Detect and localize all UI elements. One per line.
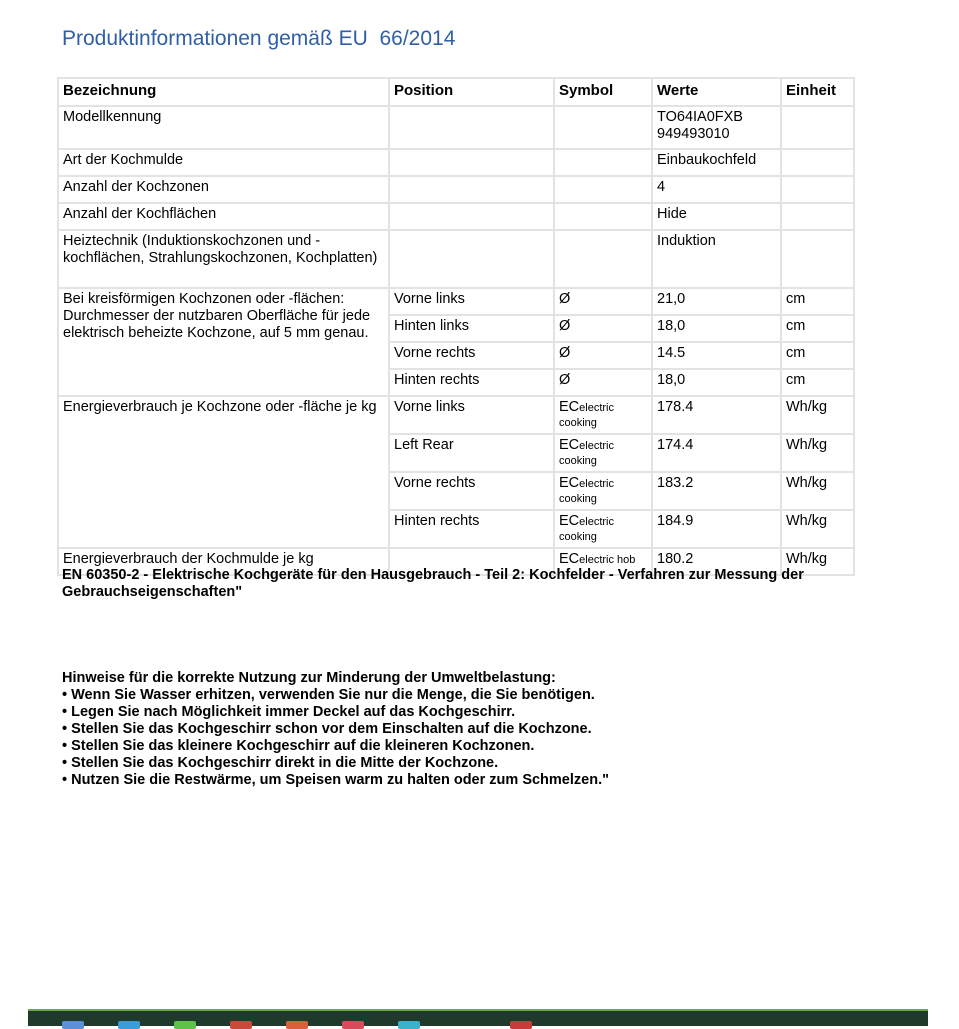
cell-value: 18,0 [652,369,781,396]
cell-value: 180.2 [652,548,781,575]
cell-unit: Wh/kg [781,472,854,510]
cell-unit: cm [781,288,854,315]
cell-unit: cm [781,342,854,369]
cell-symbol: Ø [554,315,652,342]
ec-symbol: EC [559,513,580,529]
cell-label: Modellkennung [58,106,389,149]
header-werte: Werte [652,78,781,106]
cell-position: Left Rear [389,434,554,472]
list-item: • Legen Sie nach Möglichkeit immer Deckel auf das Kochgeschirr. [62,704,516,720]
ec-subscript: electric hob [579,554,636,566]
list-item: • Stellen Sie das Kochgeschirr direkt in die Mitte der Kochzone. [62,755,499,771]
page-title: Produktinformationen gemäß EU 66/2014 [62,27,456,50]
table-header-row [58,78,854,106]
list-item: • Nutzen Sie die Restwärme, um Speisen warm zu halten oder zum Schmelzen." [62,772,609,788]
cell-value: 184.9 [652,510,781,548]
notes-heading: Hinweise für die korrekte Nutzung zur Minderung der Umweltbelastung: [62,670,556,686]
header-symbol: Symbol [554,78,652,106]
cell-position: Hinten rechts [389,369,554,396]
ec-symbol: EC [559,437,580,453]
cell-symbol: Ø [554,369,652,396]
ec-subscript: electric [579,440,614,452]
standard-reference: EN 60350-2 - Elektrische Kochgeräte für den Hausgebrauch - Teil 2: Kochfelder - Verfahren zur Messung der Gebrauchseigenschaften" [62,567,804,600]
cell-position: Hinten links [389,315,554,342]
cell-label: Heiztechnik (Induktionskochzonen und -kochflächen, Strahlungskochzonen, Kochplatten) [58,230,389,288]
cell-value: 183.2 [652,472,781,510]
cell-position: Vorne rechts [389,472,554,510]
ec-subscript: cooking [559,531,597,543]
cell-symbol: Ø [554,342,652,369]
table-row [58,288,854,315]
cell-unit: Wh/kg [781,396,854,434]
ec-subscript: cooking [559,455,597,467]
cell-value [652,106,781,149]
ec-subscript: electric [579,516,614,528]
ec-subscript: electric [579,402,614,414]
cell-unit: Wh/kg [781,434,854,472]
cell-unit: Wh/kg [781,510,854,548]
cell-unit: cm [781,369,854,396]
cell-label: Bei kreisförmigen Kochzonen oder -flächen: Durchmesser der nutzbaren Oberfläche für jede elektrisch beheizte Kochzone, auf 5 mm genau. [58,288,389,396]
cell-position: Hinten rechts [389,510,554,548]
app-icon[interactable] [286,1021,308,1029]
cell-symbol [554,510,652,548]
table-row [58,396,854,434]
cell-value: 14.5 [652,342,781,369]
table-row [58,176,854,203]
ec-subscript: electric [579,478,614,490]
cell-label: Energieverbrauch je Kochzone oder -fläche je kg [58,396,389,548]
ec-subscript: cooking [559,417,597,429]
cell-symbol: Ø [554,288,652,315]
model-number: 949493010 [657,126,730,142]
cell-label: Anzahl der Kochzonen [58,176,389,203]
cell-position: Vorne links [389,288,554,315]
cell-label: Energieverbrauch der Kochmulde je kg [58,548,389,575]
ec-symbol: EC [559,475,580,491]
table-row [58,106,854,149]
table-row [58,203,854,230]
cell-value: 18,0 [652,315,781,342]
cell-value: Einbaukochfeld [652,149,781,176]
cell-position: Vorne links [389,396,554,434]
app-icon[interactable] [510,1021,532,1029]
cell-unit: cm [781,315,854,342]
model-code: TO64IA0FXB [657,109,743,125]
app-icon[interactable] [118,1021,140,1029]
cell-value: 21,0 [652,288,781,315]
app-icon[interactable] [398,1021,420,1029]
header-bezeichnung: Bezeichnung [58,78,389,106]
header-position: Position [389,78,554,106]
start-icon[interactable] [62,1021,84,1029]
list-item: • Wenn Sie Wasser erhitzen, verwenden Sie nur die Menge, die Sie benötigen. [62,687,595,703]
ec-symbol: EC [559,399,580,415]
cell-value: Hide [652,203,781,230]
cell-label: Anzahl der Kochflächen [58,203,389,230]
usage-notes [62,670,609,789]
cell-value: 4 [652,176,781,203]
cell-symbol [554,396,652,434]
app-icon[interactable] [230,1021,252,1029]
cell-value: 178.4 [652,396,781,434]
table-row [58,149,854,176]
taskbar [28,1009,928,1026]
cell-unit: Wh/kg [781,548,854,575]
product-info-table [57,77,855,576]
list-item: • Stellen Sie das Kochgeschirr schon vor dem Einschalten auf die Kochzone. [62,721,592,737]
list-item: • Stellen Sie das kleinere Kochgeschirr auf die kleineren Kochzonen. [62,738,535,754]
table-row [58,230,854,288]
ec-subscript: cooking [559,493,597,505]
header-einheit: Einheit [781,78,854,106]
ec-symbol: EC [559,551,580,567]
cell-position: Vorne rechts [389,342,554,369]
cell-symbol [554,472,652,510]
app-icon[interactable] [342,1021,364,1029]
cell-symbol [554,434,652,472]
app-icon[interactable] [174,1021,196,1029]
cell-label: Art der Kochmulde [58,149,389,176]
cell-value: Induktion [652,230,781,288]
cell-value: 174.4 [652,434,781,472]
